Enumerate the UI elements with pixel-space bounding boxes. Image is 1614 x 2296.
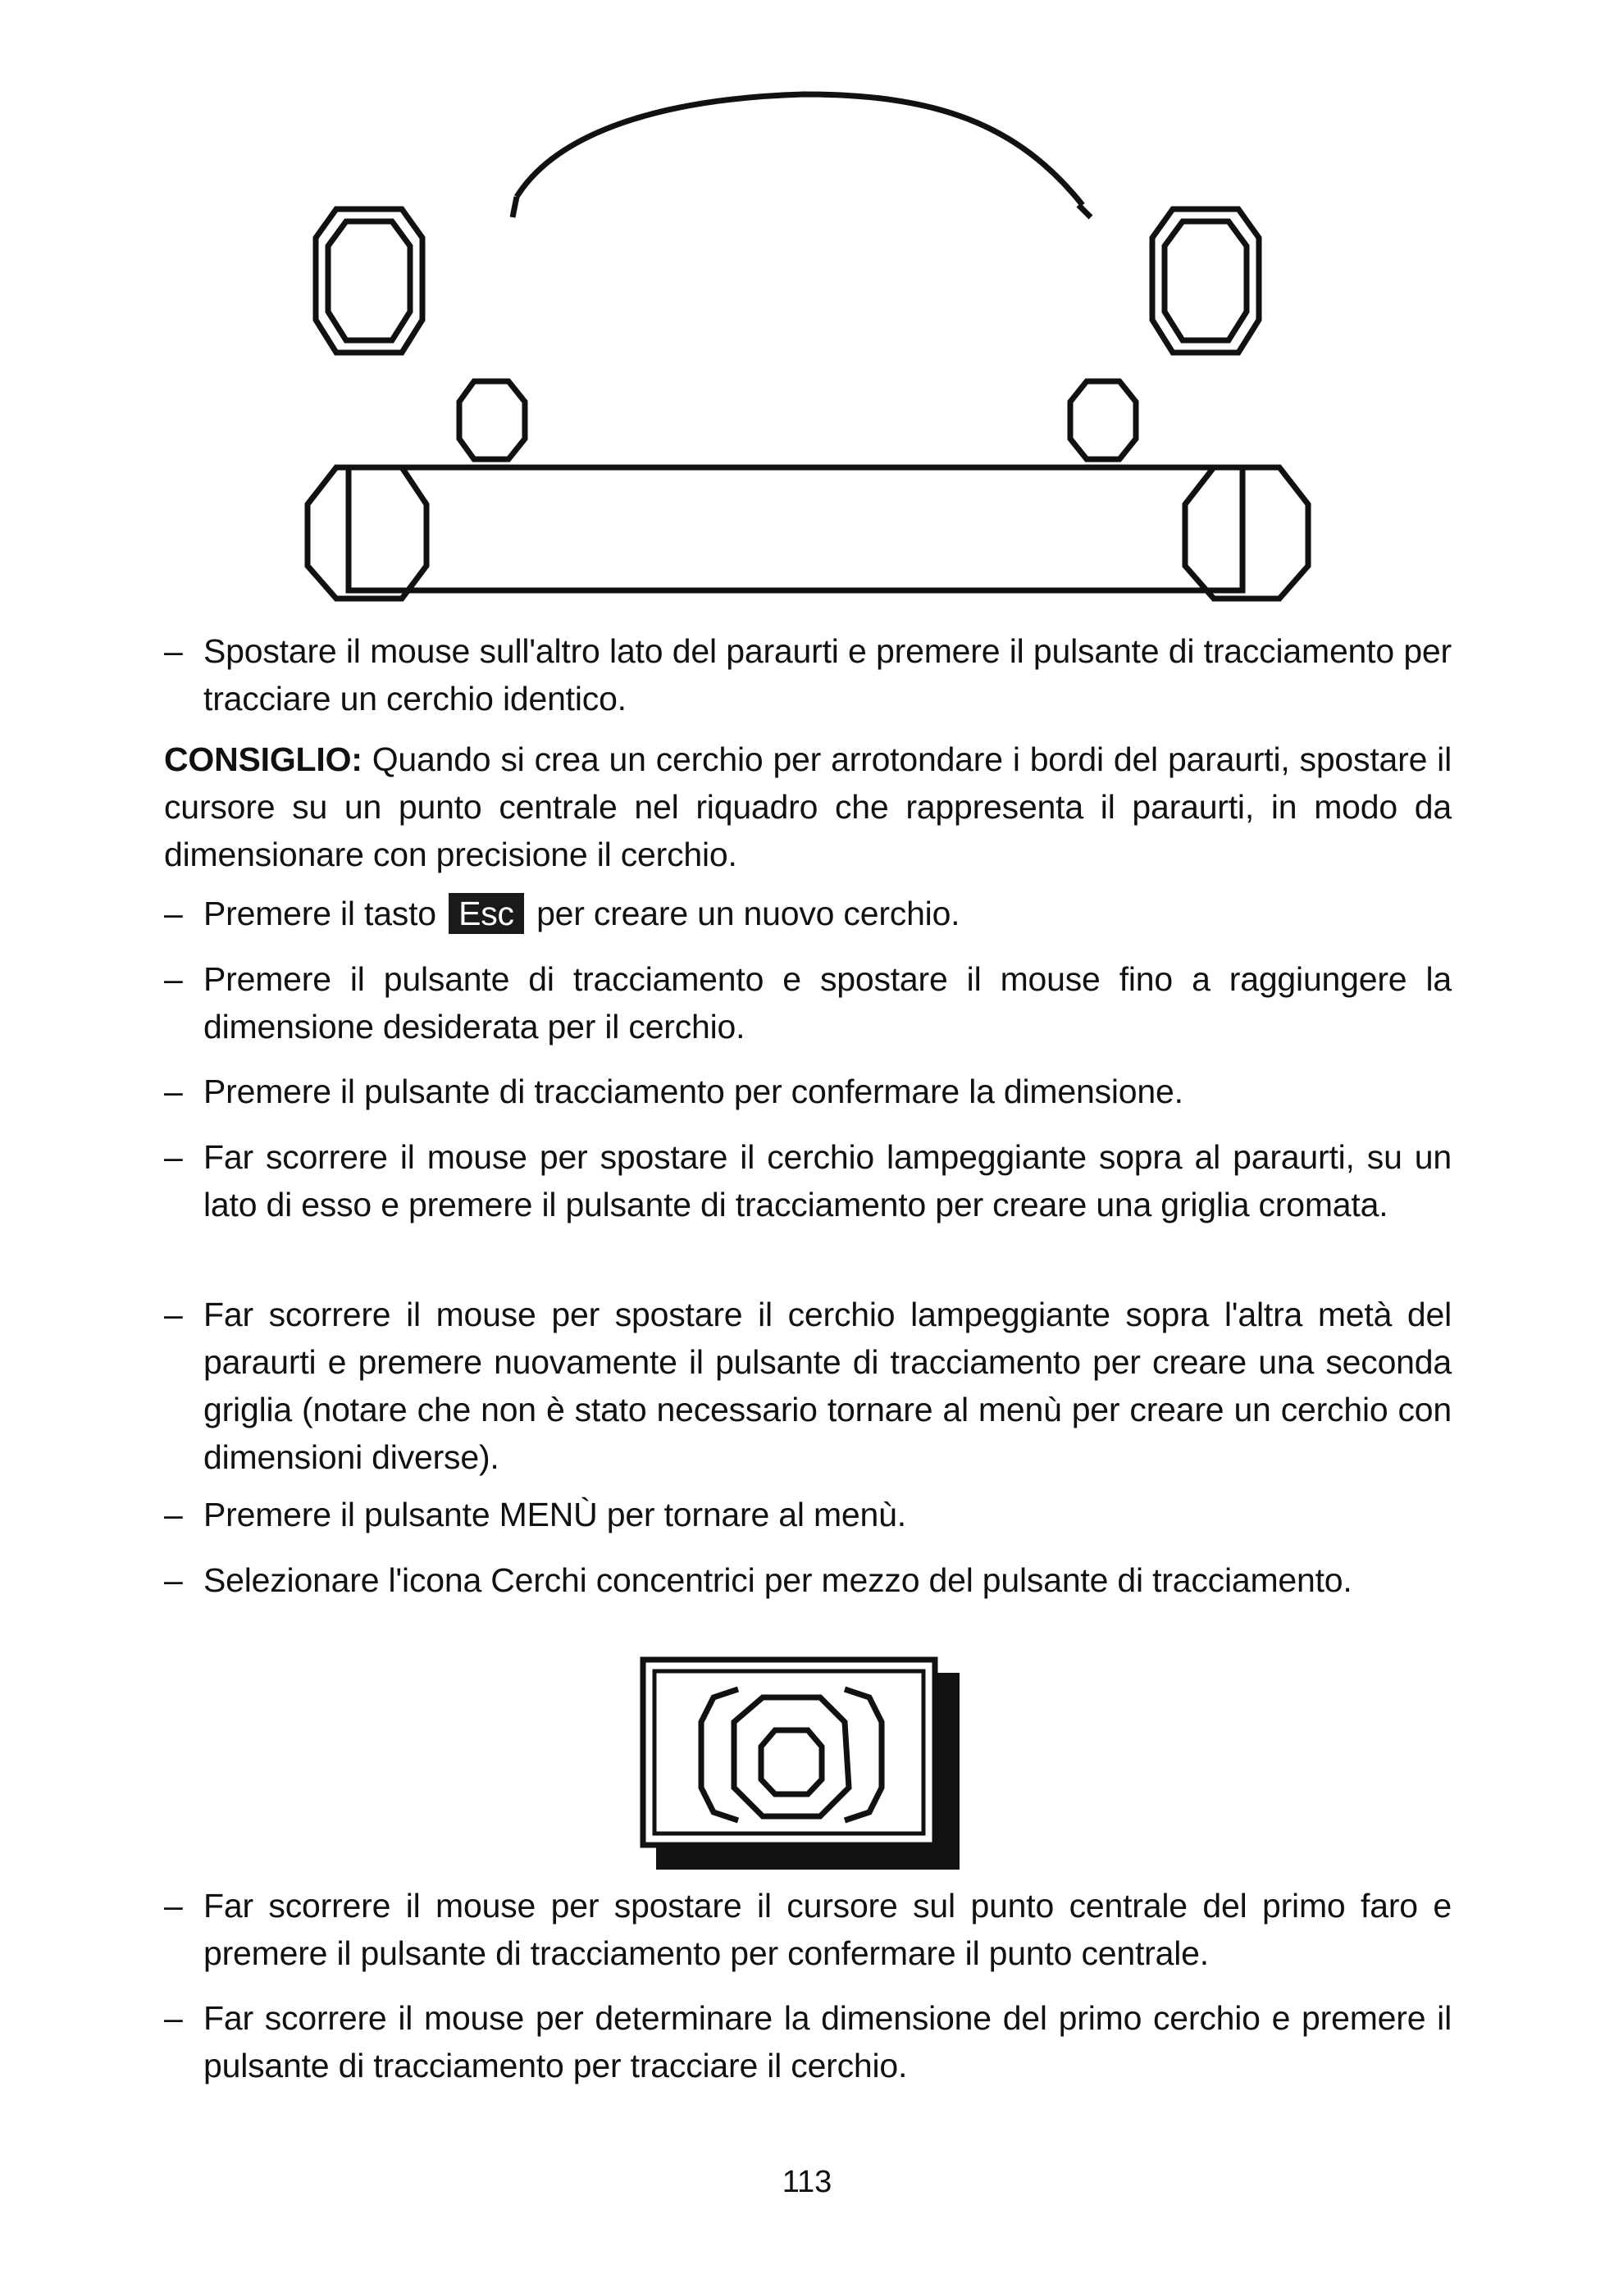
bumper <box>349 467 1242 590</box>
paragraph-text-before: Premere il tasto <box>203 895 436 932</box>
paragraph-text: Far scorrere il mouse per spostare il cerchio lampeggiante sopra al paraurti, su un lato di esso e premere il pulsante di tracciamento per creare una griglia cromata. <box>203 1138 1452 1223</box>
paragraph-text: Far scorrere il mouse per determinare la dimensione del primo cerchio e premere il pulsante di tracciamento per tracciare il cerchio. <box>203 1999 1452 2084</box>
dash: – <box>164 1496 183 1533</box>
paragraph-3 <box>164 955 1452 1050</box>
paragraph-9 <box>164 1882 1452 1977</box>
left-headlight <box>316 209 422 353</box>
dash: – <box>164 960 183 998</box>
paragraph-text: Premere il pulsante di tracciamento per confermare la dimensione. <box>203 1073 1183 1110</box>
paragraph-10 <box>164 1994 1452 2089</box>
esc-key: Esc <box>449 893 524 934</box>
left-bumper-circle <box>308 467 426 599</box>
paragraph-text: Far scorrere il mouse per spostare il cerchio lampeggiante sopra l'altra metà del paraurti e premere nuovamente il pulsante di tracciamento per creare una seconda griglia (notare che non è stato necessario tornare al menù per creare un cerchio con dimensioni diverse). <box>203 1296 1452 1476</box>
dash: – <box>164 1073 183 1110</box>
tip-label: CONSIGLIO: <box>164 740 362 778</box>
left-small-light <box>459 381 525 459</box>
paragraph-text: Selezionare l'icona Cerchi concentrici per mezzo del pulsante di tracciamento. <box>203 1561 1352 1599</box>
tip-paragraph <box>164 736 1452 878</box>
dash: – <box>164 1887 183 1925</box>
right-headlight <box>1152 209 1259 353</box>
dash: – <box>164 1999 183 2037</box>
page-number: 113 <box>782 2165 832 2199</box>
paragraph-8 <box>164 1556 1452 1604</box>
paragraph-2 <box>164 890 1452 937</box>
paragraph-7 <box>164 1491 1452 1538</box>
paragraph-text-after: per creare un nuovo cerchio. <box>536 895 960 932</box>
paragraph-6 <box>164 1291 1452 1481</box>
roof-arc <box>517 94 1083 205</box>
paragraph-text: Premere il pulsante di tracciamento e spostare il mouse fino a raggiungere la dimensione desiderata per il cerchio. <box>203 960 1452 1046</box>
paragraph-5 <box>164 1133 1452 1228</box>
dash: – <box>164 1561 183 1599</box>
paragraph-text: Spostare il mouse sull'altro lato del paraurti e premere il pulsante di tracciamento per tracciare un cerchio identico. <box>203 632 1452 718</box>
right-small-light <box>1070 381 1136 459</box>
dash: – <box>164 632 183 670</box>
paragraph-1 <box>164 627 1452 722</box>
paragraph-text: Far scorrere il mouse per spostare il cursore sul punto centrale del primo faro e premere il pulsante di tracciamento per confermare il punto centrale. <box>203 1887 1452 1972</box>
dash: – <box>164 1138 183 1176</box>
right-bumper-circle <box>1185 467 1308 599</box>
concentric-circles-icon <box>640 1656 968 1878</box>
dash: – <box>164 1296 183 1333</box>
car-front-illustration <box>279 74 1345 615</box>
dash: – <box>164 895 183 932</box>
paragraph-text: Premere il pulsante MENÙ per tornare al menù. <box>203 1496 906 1533</box>
paragraph-4 <box>164 1068 1452 1115</box>
tip-text: Quando si crea un cerchio per arrotondare i bordi del paraurti, spostare il cursore su un punto centrale nel riquadro che rappresenta il paraurti, in modo da dimensionare con precisione il cerchio. <box>164 740 1452 873</box>
